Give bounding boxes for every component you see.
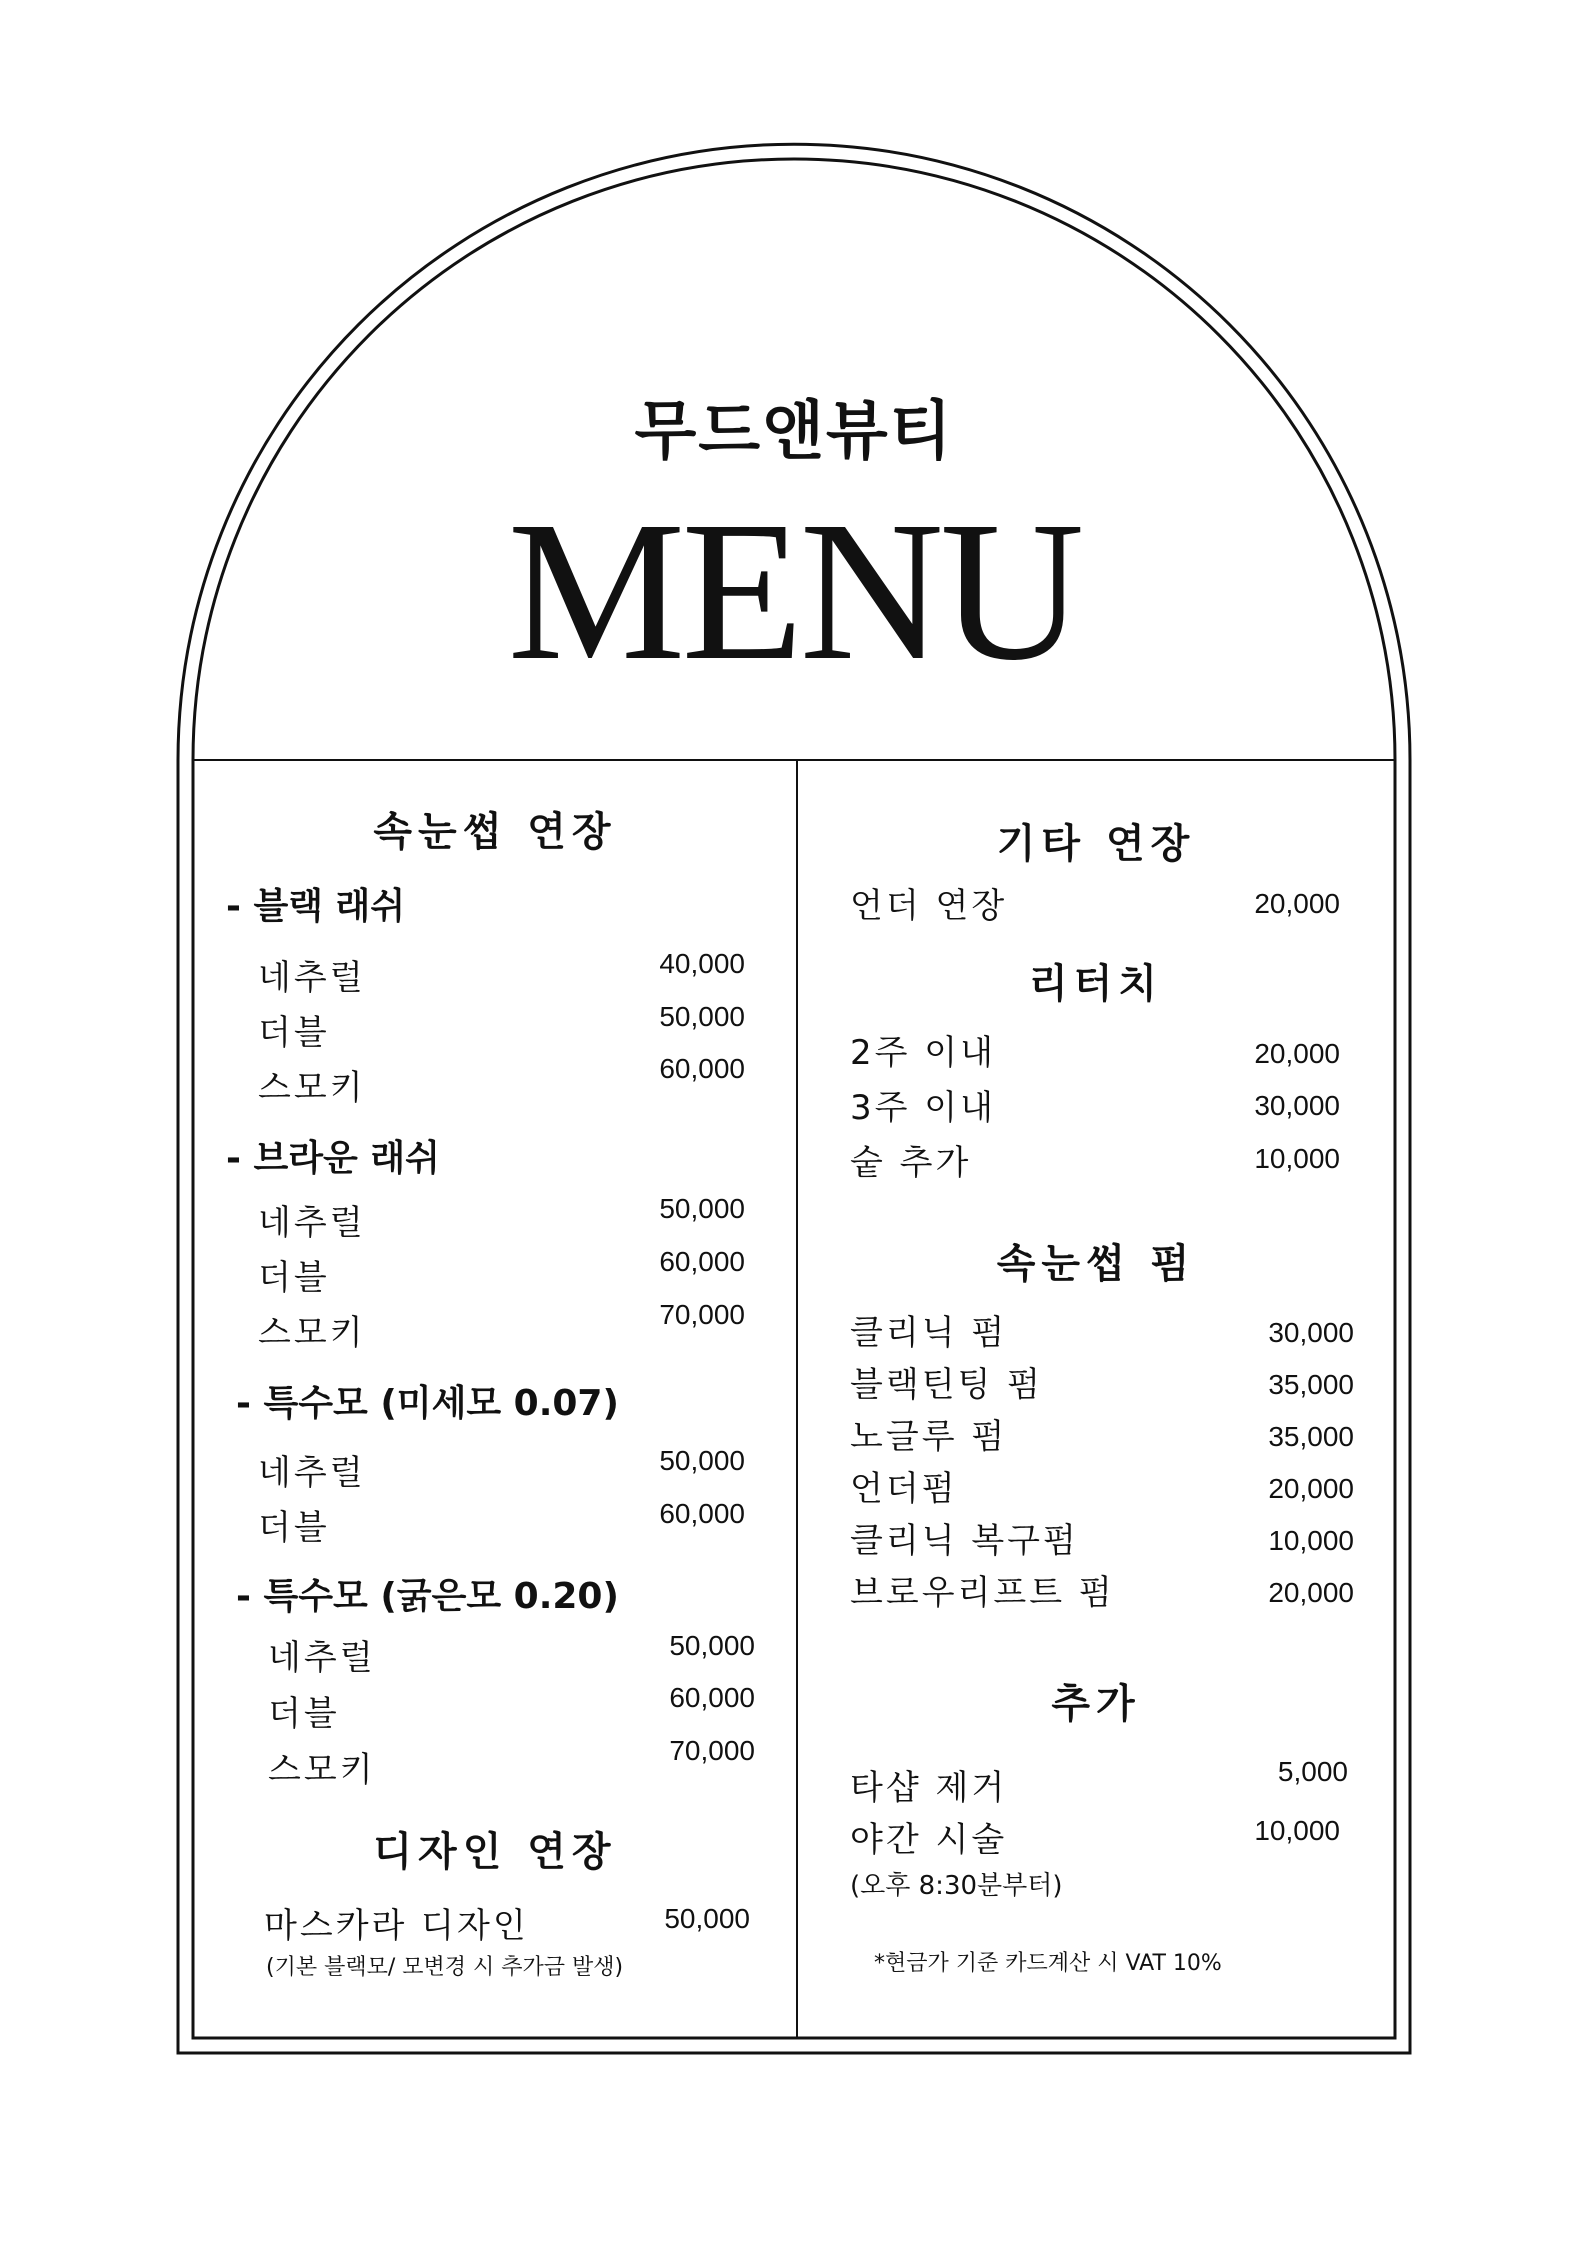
item-name: 네추럴 bbox=[258, 1203, 366, 1243]
item-price: 20,000 bbox=[1268, 1473, 1354, 1504]
item-price: 5,000 bbox=[1277, 1756, 1348, 1787]
section-title-retouch: 리터치 bbox=[1029, 961, 1163, 1007]
item-price: 20,000 bbox=[1254, 1038, 1340, 1069]
item-price: 70,000 bbox=[669, 1735, 755, 1766]
night-note: (오후 8:30분부터) bbox=[850, 1871, 1063, 1901]
item-name: 야간 시술 bbox=[850, 1820, 1008, 1860]
item-price: 50,000 bbox=[659, 1001, 745, 1032]
section-title-additional: 추가 bbox=[1051, 1681, 1141, 1727]
item-name: 클리닉 복구펌 bbox=[850, 1521, 1079, 1561]
subsection-special-thick: - 특수모 (굵은모 0.20) bbox=[236, 1576, 619, 1617]
vat-note: *현금가 기준 카드계산 시 VAT 10% bbox=[874, 1951, 1222, 1976]
menu-title: MENU bbox=[507, 481, 1081, 702]
item-price: 70,000 bbox=[659, 1299, 745, 1330]
item-price: 35,000 bbox=[1268, 1369, 1354, 1400]
item-name: 브로우리프트 펌 bbox=[850, 1573, 1115, 1613]
item-name: 2주 이내 bbox=[850, 1033, 996, 1073]
item-name: 더블 bbox=[268, 1694, 340, 1734]
item-name: 네추럴 bbox=[268, 1638, 376, 1678]
subsection-brown-lash: - 브라운 래쉬 bbox=[226, 1138, 440, 1179]
item-name: 언더펌 bbox=[850, 1469, 958, 1509]
item-price: 50,000 bbox=[669, 1630, 755, 1661]
item-name: 노글루 펌 bbox=[850, 1417, 1008, 1457]
item-price: 60,000 bbox=[659, 1053, 745, 1084]
subsection-black-lash: - 블랙 래쉬 bbox=[226, 886, 406, 927]
item-price: 50,000 bbox=[664, 1903, 750, 1934]
section-title-design-extension: 디자인 연장 bbox=[373, 1829, 617, 1875]
item-price: 60,000 bbox=[669, 1682, 755, 1713]
item-name: 스모키 bbox=[268, 1750, 376, 1790]
item-name: 더블 bbox=[258, 1508, 330, 1548]
item-price: 10,000 bbox=[1268, 1525, 1354, 1556]
item-price: 40,000 bbox=[659, 948, 745, 979]
design-note: (기본 블랙모/ 모변경 시 추가금 발생) bbox=[266, 1955, 624, 1980]
item-name: 스모키 bbox=[258, 1313, 366, 1353]
section-title-lash-extension: 속눈썹 연장 bbox=[373, 809, 617, 855]
item-price: 10,000 bbox=[1254, 1143, 1340, 1174]
item-price: 10,000 bbox=[1254, 1815, 1340, 1846]
subsection-special-fine: - 특수모 (미세모 0.07) bbox=[236, 1383, 619, 1424]
item-name: 언더 연장 bbox=[850, 886, 1008, 926]
item-name: 마스카라 디자인 bbox=[264, 1906, 529, 1946]
item-price: 30,000 bbox=[1268, 1317, 1354, 1348]
shop-name: 무드앤뷰티 bbox=[634, 395, 954, 469]
item-name: 3주 이내 bbox=[850, 1088, 996, 1128]
item-price: 35,000 bbox=[1268, 1421, 1354, 1452]
item-name: 더블 bbox=[258, 1013, 330, 1053]
item-name: 네추럴 bbox=[258, 1453, 366, 1493]
item-name: 타샵 제거 bbox=[850, 1768, 1008, 1808]
item-name: 클리닉 펌 bbox=[850, 1313, 1008, 1353]
item-price: 50,000 bbox=[659, 1193, 745, 1224]
item-price: 20,000 bbox=[1268, 1577, 1354, 1608]
item-name: 숱 추가 bbox=[850, 1143, 972, 1183]
item-name: 네추럴 bbox=[258, 958, 366, 998]
item-name: 블랙틴팅 펌 bbox=[850, 1365, 1044, 1405]
item-price: 20,000 bbox=[1254, 888, 1340, 919]
item-price: 60,000 bbox=[659, 1498, 745, 1529]
item-price: 60,000 bbox=[659, 1246, 745, 1277]
section-title-other-extension: 기타 연장 bbox=[996, 821, 1196, 867]
section-title-lash-perm: 속눈썹 펌 bbox=[996, 1241, 1196, 1287]
item-name: 더블 bbox=[258, 1258, 330, 1298]
item-name: 스모키 bbox=[258, 1068, 366, 1108]
item-price: 30,000 bbox=[1254, 1090, 1340, 1121]
item-price: 50,000 bbox=[659, 1445, 745, 1476]
